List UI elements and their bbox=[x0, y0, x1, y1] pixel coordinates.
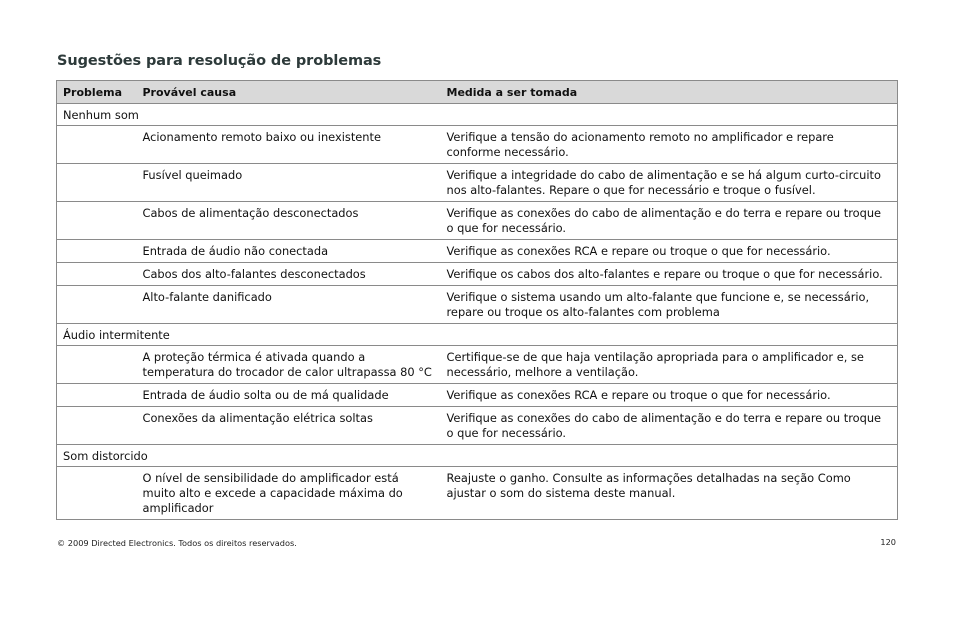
header-problema: Problema bbox=[57, 81, 137, 104]
header-provavel-causa: Provável causa bbox=[137, 81, 439, 104]
copyright-footer: © 2009 Directed Electronics. Todos os direitos reservados. bbox=[57, 538, 297, 548]
cause-cell: Cabos de alimentação desconectados bbox=[137, 202, 439, 240]
cause-cell: Entrada de áudio não conectada bbox=[137, 240, 439, 263]
action-cell: Verifique as conexões RCA e repare ou troque o que for necessário. bbox=[439, 240, 898, 263]
cause-cell: Fusível queimado bbox=[137, 164, 439, 202]
table-row bbox=[57, 384, 898, 407]
action-cell: Verifique as conexões RCA e repare ou troque o que for necessário. bbox=[439, 384, 898, 407]
problem-row bbox=[57, 445, 898, 467]
table-row bbox=[57, 407, 898, 445]
table-header-row bbox=[57, 81, 898, 104]
cause-cell: A proteção térmica é ativada quando a temperatura do trocador de calor ultrapassa 80 °C bbox=[137, 346, 439, 384]
action-cell: Verifique as conexões do cabo de alimentação e do terra e repare ou troque o que for necessário. bbox=[439, 202, 898, 240]
problem-label: Nenhum som bbox=[57, 104, 898, 126]
action-cell: Verifique os cabos dos alto-falantes e repare ou troque o que for necessário. bbox=[439, 263, 898, 286]
problem-row bbox=[57, 104, 898, 126]
action-cell: Certifique-se de que haja ventilação apropriada para o amplificador e, se necessário, melhore a ventilação. bbox=[439, 346, 898, 384]
table-row bbox=[57, 263, 898, 286]
table-body bbox=[57, 104, 898, 520]
cause-cell: O nível de sensibilidade do amplificador está muito alto e excede a capacidade máxima do amplificador bbox=[137, 467, 439, 520]
cause-cell: Acionamento remoto baixo ou inexistente bbox=[137, 126, 439, 164]
cause-cell: Conexões da alimentação elétrica soltas bbox=[137, 407, 439, 445]
action-cell: Verifique o sistema usando um alto-falante que funcione e, se necessário, repare ou troque os alto-falantes com problema bbox=[439, 286, 898, 324]
table-row bbox=[57, 240, 898, 263]
table-row bbox=[57, 164, 898, 202]
troubleshooting-table bbox=[56, 80, 898, 520]
action-cell: Verifique a integridade do cabo de alimentação e se há algum curto-circuito nos alto-falantes. Repare o que for necessário e troque o fusível. bbox=[439, 164, 898, 202]
action-cell: Reajuste o ganho. Consulte as informações detalhadas na seção Como ajustar o som do sistema deste manual. bbox=[439, 467, 898, 520]
problem-label: Som distorcido bbox=[57, 445, 898, 467]
table-row bbox=[57, 126, 898, 164]
header-medida: Medida a ser tomada bbox=[439, 81, 898, 104]
cause-cell: Entrada de áudio solta ou de má qualidade bbox=[137, 384, 439, 407]
problem-row bbox=[57, 324, 898, 346]
cause-cell: Cabos dos alto-falantes desconectados bbox=[137, 263, 439, 286]
action-cell: Verifique a tensão do acionamento remoto no amplificador e repare conforme necessário. bbox=[439, 126, 898, 164]
page-number: 120 bbox=[880, 537, 896, 547]
table-row bbox=[57, 346, 898, 384]
cause-cell: Alto-falante danificado bbox=[137, 286, 439, 324]
table-row bbox=[57, 286, 898, 324]
problem-label: Áudio intermitente bbox=[57, 324, 898, 346]
table-row bbox=[57, 467, 898, 520]
table-row bbox=[57, 202, 898, 240]
action-cell: Verifique as conexões do cabo de alimentação e do terra e repare ou troque o que for necessário. bbox=[439, 407, 898, 445]
page-title: Sugestões para resolução de problemas bbox=[57, 53, 382, 69]
